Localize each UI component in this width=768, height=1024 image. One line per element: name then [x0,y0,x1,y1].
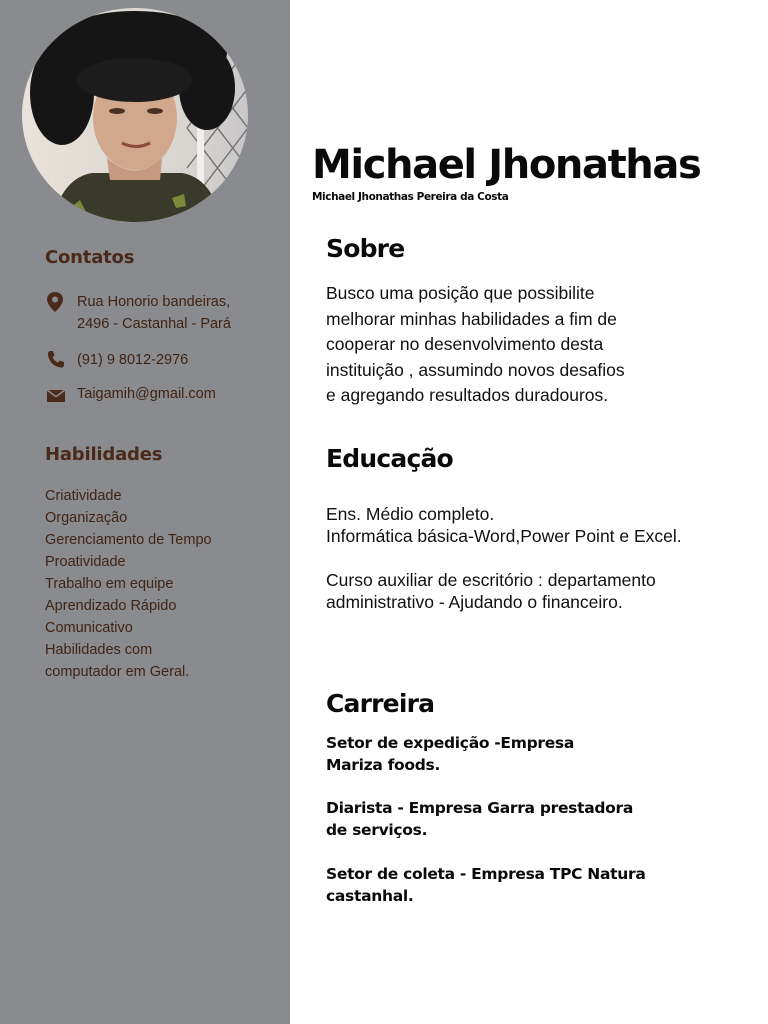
about-heading: Sobre [326,234,405,263]
career-item: Diarista - Empresa Garra prestadora de serviços. [326,799,634,839]
skills-list [45,485,285,683]
about-text: Busco uma posição que possibilite melhorar minhas habilidades a fim de cooperar no desenvolvimento desta instituição , assumindo novos desafios e agregando resultados duradouros. [326,283,625,405]
education-item: Ens. Médio completo. Informática básica-Word,Power Point e Excel. [326,504,682,546]
skill-item: Proatividade [45,554,126,570]
skill-item: Comunicativo [45,620,133,636]
phone-icon [45,349,67,371]
education-heading: Educação [326,444,453,473]
candidate-name: Michael Jhonathas [312,142,701,188]
phone-text: (91) 9 8012-2976 [77,352,189,368]
skill-item: Aprendizado Rápido [45,598,177,614]
email-text: Taigamih@gmail.com [77,386,216,402]
mail-icon [45,383,67,405]
sidebar [0,0,290,1024]
education-item: Curso auxiliar de escritório : departamento administrativo - Ajudando o financeiro. [326,570,656,612]
skill-item: Trabalho em equipe [45,576,174,592]
career-item: Setor de expedição -Empresa Mariza foods. [326,734,575,774]
candidate-full-name: Michael Jhonathas Pereira da Costa [312,191,509,203]
contact-phone [45,349,285,371]
contact-email [45,383,285,405]
skill-item: Habilidades com computador em Geral. [45,642,190,680]
address-text: Rua Honorio bandeiras, 2496 - Castanhal - Pará [77,294,231,332]
career-heading: Carreira [326,689,435,718]
career-item: Setor de coleta - Empresa TPC Natura castanhal. [326,865,646,905]
profile-photo [22,8,248,222]
location-pin-icon [45,291,67,313]
contacts-heading: Contatos [45,247,135,268]
skill-item: Criatividade [45,488,122,504]
skills-heading: Habilidades [45,444,163,465]
education-list [326,503,746,613]
skill-item: Organização [45,510,128,526]
contact-address [45,291,285,335]
skill-item: Gerenciamento de Tempo [45,532,212,548]
